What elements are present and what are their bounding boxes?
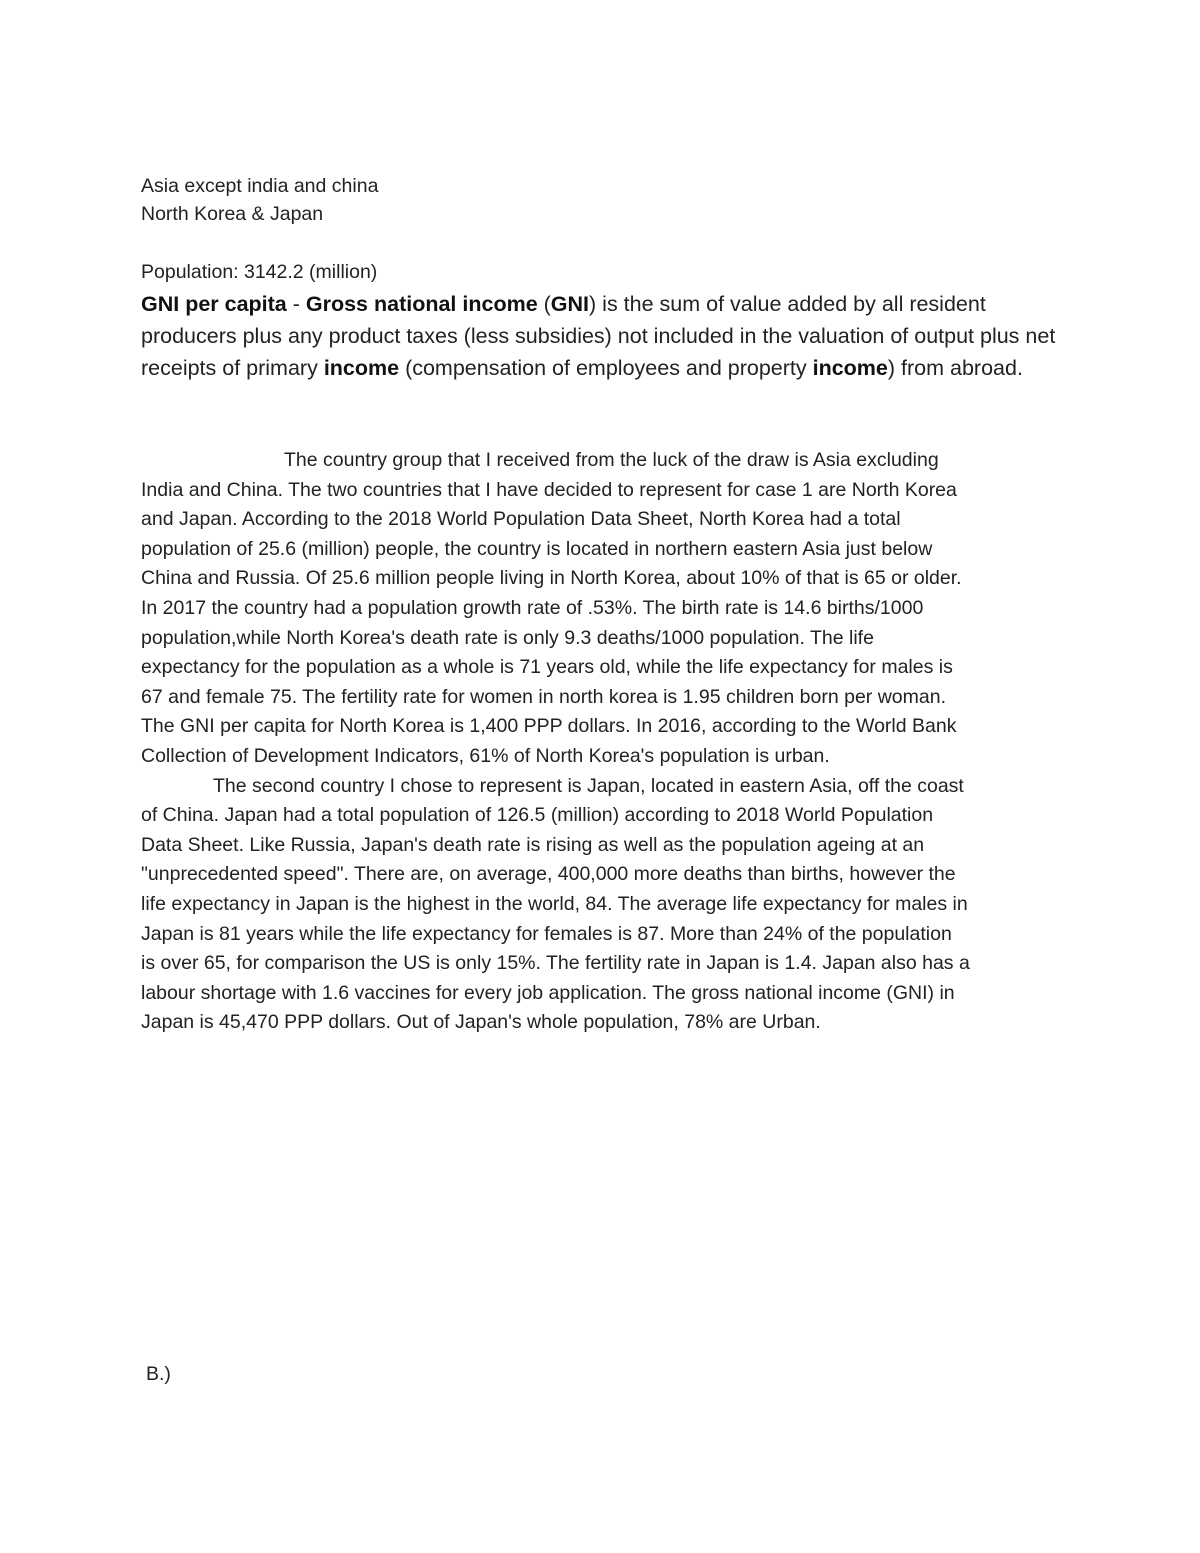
gni-text-1: ) is the sum of value added by all resident producers plus any product taxes (less subsidies) not included in the valuation of output plus net receipts of primary xyxy=(141,292,1056,380)
section-b-label: B.) xyxy=(146,1363,171,1385)
essay-line: population of 25.6 (million) people, the country is located in northern eastern Asia just below xyxy=(141,537,933,560)
essay-line: The country group that I received from the luck of the draw is Asia excluding xyxy=(284,449,939,471)
essay-line: 67 and female 75. The fertility rate for women in north korea is 1.95 children born per woman. xyxy=(141,685,946,708)
essay-line: life expectancy in Japan is the highest in the world, 84. The average life expectancy for males in xyxy=(141,892,968,915)
gni-text-2: (compensation of employees and property xyxy=(399,356,813,380)
essay-line: Collection of Development Indicators, 61% of North Korea's population is urban. xyxy=(141,744,830,767)
gni-dash: - xyxy=(286,292,306,316)
gni-income-1: income xyxy=(323,356,400,380)
essay-line: expectancy for the population as a whole is 71 years old, while the life expectancy for males is xyxy=(141,656,953,679)
heading-countries: North Korea & Japan xyxy=(141,203,324,225)
gni-abbr: GNI xyxy=(550,292,590,316)
essay-line: "unprecedented speed". There are, on average, 400,000 more deaths than births, however the xyxy=(141,863,956,886)
essay-line: In 2017 the country had a population growth rate of .53%. The birth rate is 14.6 births/1000 xyxy=(141,596,924,619)
essay-line: The second country I chose to represent is Japan, located in eastern Asia, off the coast xyxy=(213,774,964,797)
heading-region: Asia except india and china xyxy=(141,175,379,197)
gni-term-2: Gross national income xyxy=(305,292,538,316)
gni-text-3: ) from abroad. xyxy=(887,356,1023,380)
essay-line: Japan is 81 years while the life expectancy for females is 87. More than 24% of the population xyxy=(141,922,952,945)
essay-line: and Japan. According to the 2018 World Population Data Sheet, North Korea had a total xyxy=(141,508,901,531)
gni-income-2: income xyxy=(812,356,888,380)
essay-line: of China. Japan had a total population of 126.5 (million) according to 2018 World Population xyxy=(141,804,934,827)
essay-line: The GNI per capita for North Korea is 1,400 PPP dollars. In 2016, according to the World Bank xyxy=(141,715,957,738)
essay-line: labour shortage with 1.6 vaccines for every job application. The gross national income (GNI) in xyxy=(141,981,955,1004)
essay-line: population,while North Korea's death rate is only 9.3 deaths/1000 population. The life xyxy=(141,626,874,649)
essay-body xyxy=(141,446,1071,1038)
gni-open: ( xyxy=(537,292,551,316)
essay-line: Japan is 45,470 PPP dollars. Out of Japan's whole population, 78% are Urban. xyxy=(141,1011,821,1034)
essay-line: India and China. The two countries that I have decided to represent for case 1 are North Korea xyxy=(141,478,957,501)
population-line: Population: 3142.2 (million) xyxy=(141,261,378,283)
essay-line: is over 65, for comparison the US is only 15%. The fertility rate in Japan is 1.4. Japan also has a xyxy=(141,952,970,975)
gni-term: GNI per capita xyxy=(141,292,287,316)
essay-line: China and Russia. Of 25.6 million people living in North Korea, about 10% of that is 65 or older. xyxy=(141,567,962,590)
essay-line: Data Sheet. Like Russia, Japan's death rate is rising as well as the population ageing at an xyxy=(141,833,925,856)
gni-definition xyxy=(141,288,1071,384)
